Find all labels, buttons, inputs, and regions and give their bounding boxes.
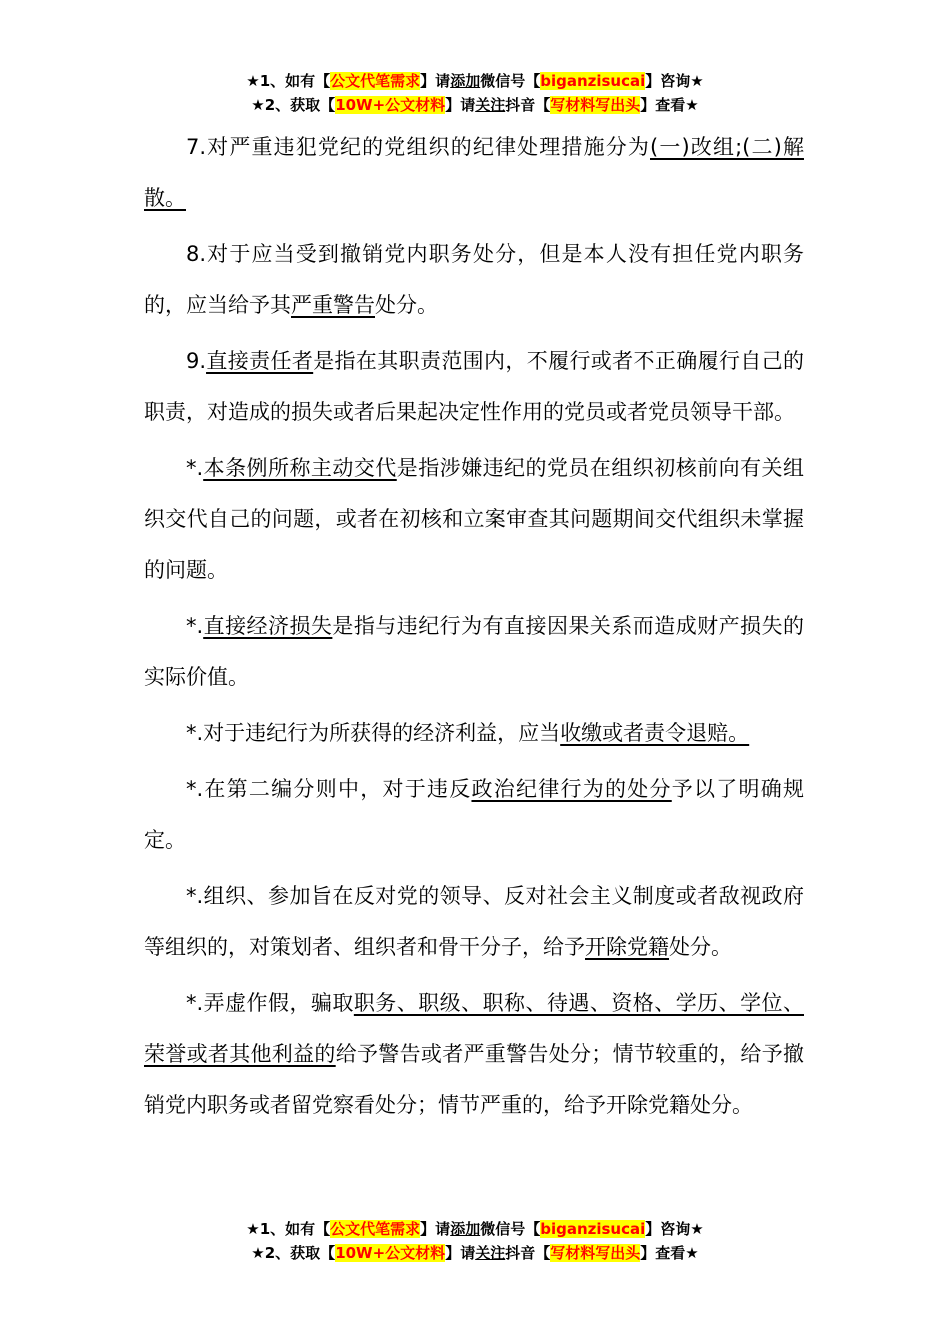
text-segment: 处分。 [375, 293, 438, 317]
underlined-term: 职务、职级、职称、待遇、资格、学历、学位、荣誉或者其他利益的 [144, 991, 804, 1066]
text-segment: 7.对严重违犯党纪的党组织的纪律处理措施分为 [186, 135, 650, 159]
banner-highlight-douyin: 写材料写出头 [550, 96, 641, 114]
paragraph [144, 764, 804, 866]
text-segment: *. [186, 614, 204, 638]
paragraph [144, 978, 804, 1131]
banner-highlight-materials: 10W+公文材料 [335, 96, 446, 114]
paragraph [144, 871, 804, 973]
text-segment: *. [186, 456, 204, 480]
text-segment: *.弄虚作假，骗取 [186, 991, 354, 1015]
header-banner [0, 69, 950, 117]
underlined-term: (一)改组;(二)解散。 [144, 135, 804, 210]
paragraph [144, 443, 804, 596]
banner-highlight-service: 公文代笔需求 [330, 1220, 421, 1238]
paragraph [144, 336, 804, 438]
paragraph [144, 122, 804, 224]
underlined-term: 本条例所称主动交代 [203, 456, 397, 480]
text-segment: 给予警告或者严重警告处分；情节较重的，给予撤销党内职务或者留党察看处分；情节严重的，给予开除党籍处分。 [144, 1042, 805, 1117]
text-segment: *.对于违纪行为所获得的经济利益，应当 [186, 721, 561, 745]
text-segment: 是指与违纪行为有直接因果关系而造成财产损失的实际价值。 [144, 614, 804, 689]
banner-line-1: ★1、如有【公文代笔需求】请添加微信号【biganzisucai】咨询★ [246, 72, 704, 90]
text-segment: 予以了明确规定。 [144, 777, 805, 852]
underlined-term: 政治纪律行为的处分 [471, 777, 672, 801]
banner-line-2: ★2、获取【10W+公文材料】请关注抖音【写材料写出头】查看★ [251, 96, 699, 114]
document-body [144, 122, 804, 1136]
banner-highlight-douyin: 写材料写出头 [550, 1244, 641, 1262]
text-segment: 处分。 [669, 935, 732, 959]
footer-banner [0, 1217, 950, 1265]
underlined-term: 直接责任者 [206, 349, 314, 373]
banner-highlight-materials: 10W+公文材料 [335, 1244, 446, 1262]
paragraph [144, 708, 804, 759]
underlined-term: 收缴或者责令退赔。 [560, 721, 750, 745]
paragraph [144, 229, 804, 331]
paragraph [144, 601, 804, 703]
underlined-term: 严重警告 [291, 293, 375, 317]
banner-highlight-wechat: biganzisucai [540, 1220, 646, 1238]
banner-highlight-service: 公文代笔需求 [330, 72, 421, 90]
underlined-term: 开除党籍 [585, 935, 669, 959]
text-segment: *.组织、参加旨在反对党的领导、反对社会主义制度或者敌视政府等组织的，对策划者、组织者和骨干分子，给予 [144, 884, 804, 959]
text-segment: 8.对于应当受到撤销党内职务处分，但是本人没有担任党内职务的，应当给予其 [144, 242, 804, 317]
text-segment: 是指在其职责范围内，不履行或者不正确履行自己的职责，对造成的损失或者后果起决定性作用的党员或者党员领导干部。 [144, 349, 805, 424]
banner-highlight-wechat: biganzisucai [540, 72, 646, 90]
text-segment: 9. [186, 349, 207, 373]
text-segment: 是指涉嫌违纪的党员在组织初核前向有关组织交代自己的问题，或者在初核和立案审查其问题期间交代组织未掌握的问题。 [144, 456, 805, 582]
banner-line-1: ★1、如有【公文代笔需求】请添加微信号【biganzisucai】咨询★ [246, 1220, 704, 1238]
banner-line-2: ★2、获取【10W+公文材料】请关注抖音【写材料写出头】查看★ [251, 1244, 699, 1262]
underlined-term: 直接经济损失 [203, 614, 333, 638]
text-segment: *.在第二编分则中，对于违反 [186, 777, 472, 801]
